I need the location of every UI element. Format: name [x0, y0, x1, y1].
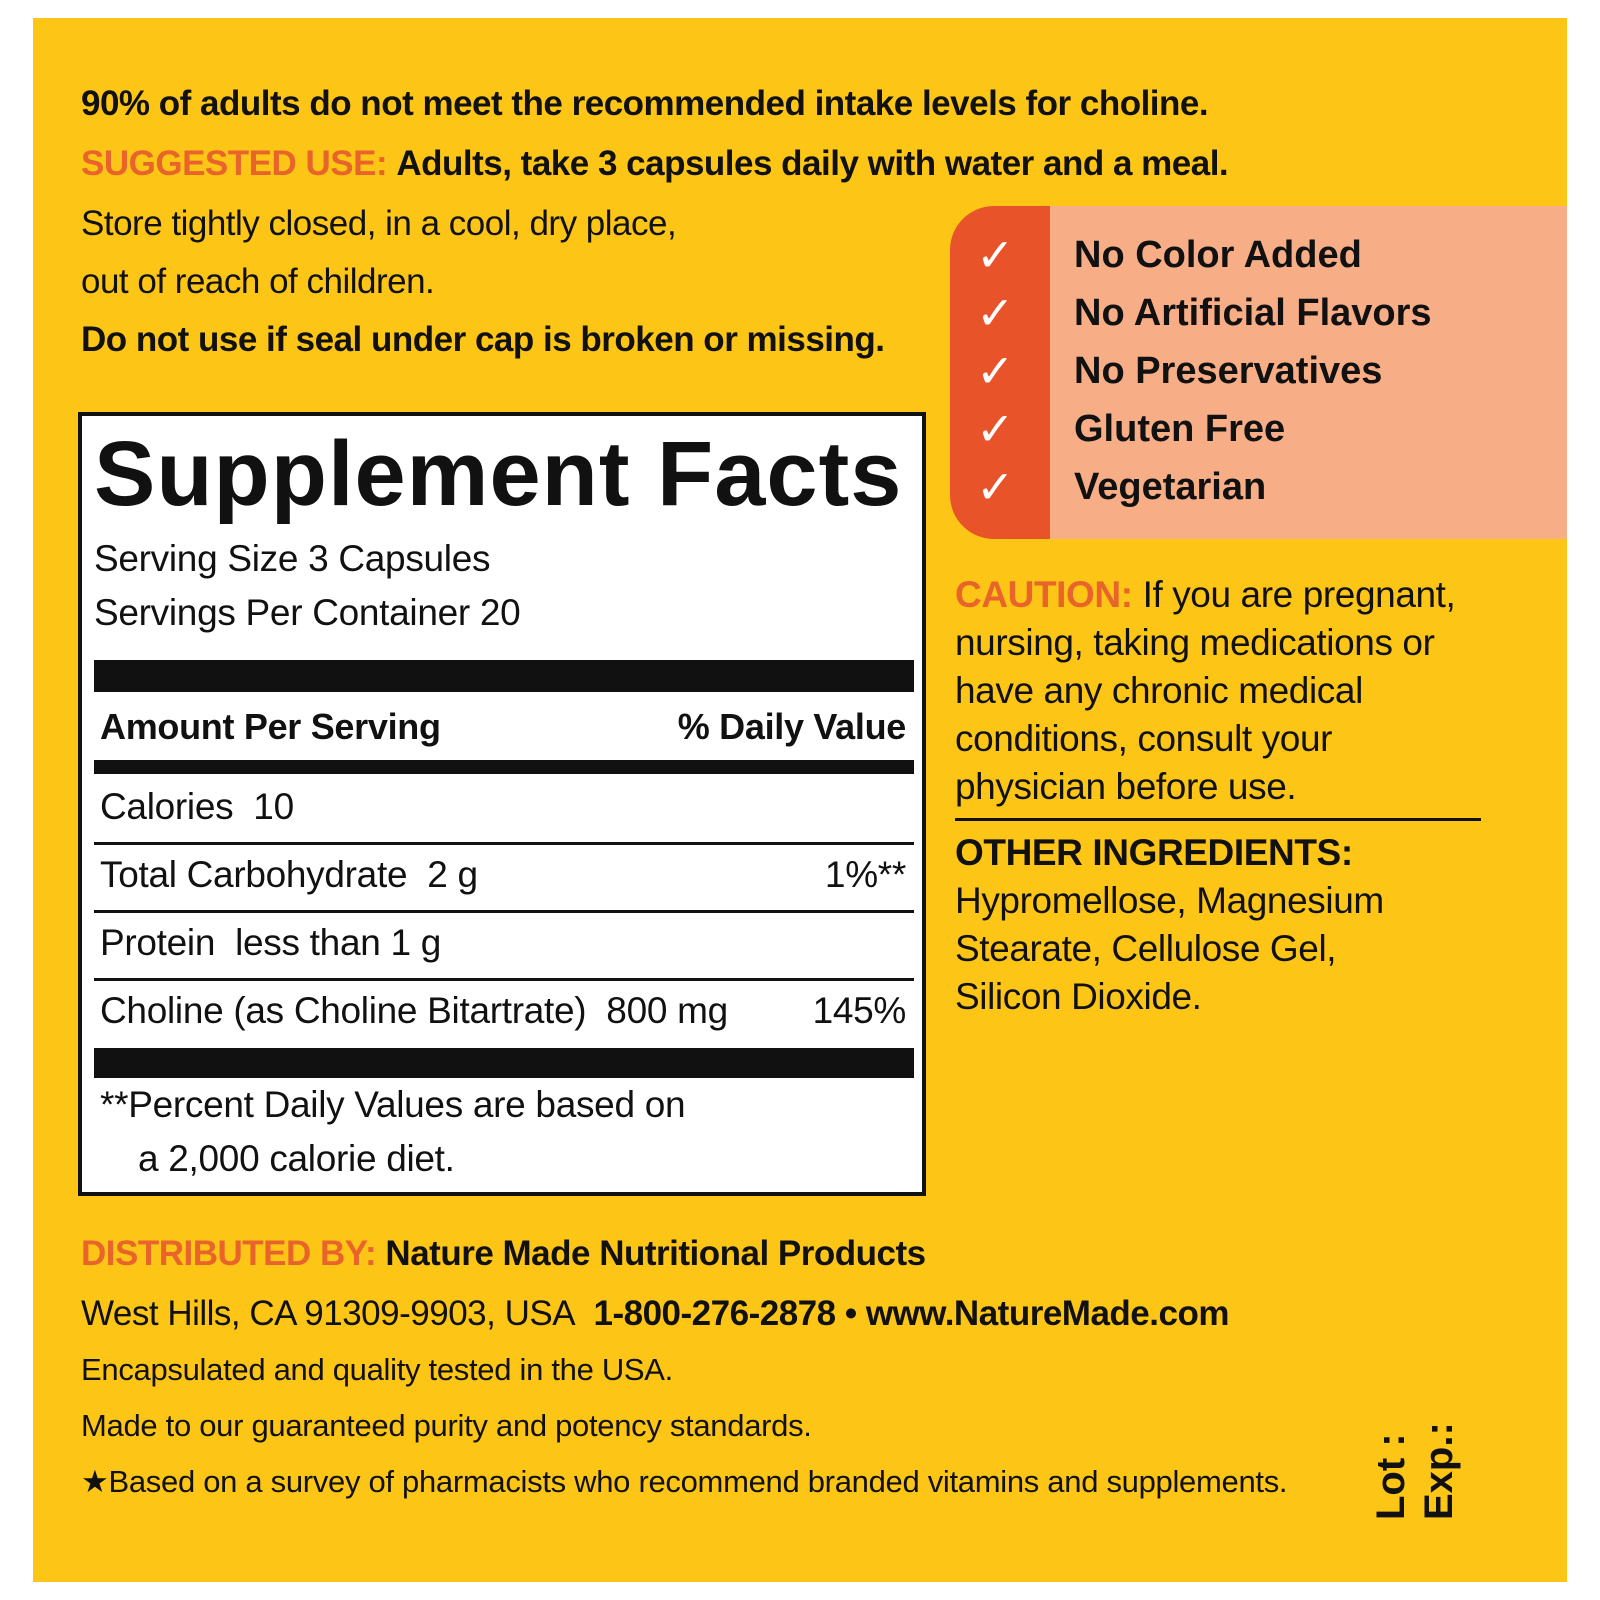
- lot-exp-area: [1355, 1418, 1465, 1528]
- nutrient-name: Calories: [100, 786, 234, 827]
- check-icon: ✓: [976, 229, 1015, 281]
- caution-line-2: nursing, taking medications or: [955, 622, 1435, 663]
- nutrient-name: Total Carbohydrate: [100, 854, 408, 895]
- amount-per-serving-header: Amount Per Serving: [100, 706, 441, 747]
- exp-label: Exp.:: [1417, 1422, 1461, 1520]
- nutrient-amount: less than 1 g: [235, 922, 442, 963]
- row-divider: [94, 978, 914, 981]
- thick-divider: [94, 1048, 914, 1078]
- daily-value-header: % Daily Value: [677, 706, 906, 747]
- supplement-facts-panel: [78, 412, 926, 1196]
- ingredients-line-3: Silicon Dioxide.: [955, 976, 1202, 1017]
- caution-divider: [955, 818, 1481, 821]
- survey-note: ★Based on a survey of pharmacists who recommend branded vitamins and supplements.: [81, 1464, 1288, 1499]
- badge-item-no-color: No Color Added: [1074, 234, 1362, 276]
- caution-line-1: [955, 574, 1455, 616]
- lot-label: Lot :: [1369, 1433, 1413, 1520]
- caution-text: If you are pregnant,: [1142, 574, 1456, 615]
- row-divider: [94, 910, 914, 913]
- nutrient-amount: 800 mg: [606, 990, 728, 1031]
- nutrient-daily-value: 1%**: [824, 854, 906, 895]
- distributor-label: DISTRIBUTED BY:: [81, 1234, 377, 1273]
- check-icon: ✓: [976, 287, 1015, 339]
- footnote-line-1: **Percent Daily Values are based on: [100, 1084, 686, 1125]
- table-row: [100, 990, 728, 1032]
- medium-divider: [94, 760, 914, 774]
- intake-note: 90% of adults do not meet the recommended intake levels for choline.: [81, 84, 1209, 123]
- purity-note: Made to our guaranteed purity and potency standards.: [81, 1408, 812, 1443]
- free-from-badge: [950, 206, 1567, 539]
- table-row: [100, 854, 478, 896]
- storage-line-2: out of reach of children.: [81, 262, 435, 301]
- ingredients-line-1: Hypromellose, Magnesium: [955, 880, 1384, 921]
- check-icon: ✓: [976, 461, 1015, 513]
- badge-check-strip: [950, 206, 1050, 539]
- contact-line: [81, 1294, 1229, 1334]
- quality-note: Encapsulated and quality tested in the USA.: [81, 1352, 673, 1387]
- thick-divider: [94, 660, 914, 692]
- row-divider: [94, 842, 914, 845]
- product-label: [33, 18, 1567, 1582]
- suggested-use-text: Adults, take 3 capsules daily with water and a meal.: [396, 144, 1229, 183]
- nutrient-amount: 2 g: [427, 854, 478, 895]
- distributor-line: [81, 1234, 926, 1274]
- table-row: [100, 786, 294, 828]
- caution-label: CAUTION:: [955, 574, 1133, 615]
- bullet-separator: •: [844, 1294, 857, 1333]
- storage-line-1: Store tightly closed, in a cool, dry place,: [81, 204, 677, 243]
- suggested-use-label: SUGGESTED USE:: [81, 144, 388, 183]
- caution-line-5: physician before use.: [955, 766, 1297, 807]
- nutrient-name: Choline (as Choline Bitartrate): [100, 990, 587, 1031]
- seal-warning: Do not use if seal under cap is broken or missing.: [81, 320, 885, 359]
- caution-line-3: have any chronic medical: [955, 670, 1363, 711]
- check-icon: ✓: [976, 403, 1015, 455]
- supplement-facts-title: Supplement Facts: [94, 423, 903, 525]
- nutrient-name: Protein: [100, 922, 216, 963]
- suggested-use: [81, 144, 1228, 184]
- serving-size: Serving Size 3 Capsules: [94, 538, 491, 579]
- table-row: [100, 922, 441, 964]
- badge-item-gluten-free: Gluten Free: [1074, 408, 1286, 450]
- distributor-address: West Hills, CA 91309-9903, USA: [81, 1294, 576, 1333]
- badge-item-no-preservatives: No Preservatives: [1074, 350, 1383, 392]
- other-ingredients-label: OTHER INGREDIENTS:: [955, 832, 1353, 873]
- servings-per-container: Servings Per Container 20: [94, 592, 521, 633]
- footnote-line-2: a 2,000 calorie diet.: [138, 1138, 455, 1179]
- badge-item-no-artificial-flavors: No Artificial Flavors: [1074, 292, 1432, 334]
- distributor-phone: 1-800-276-2878: [593, 1294, 836, 1333]
- caution-line-4: conditions, consult your: [955, 718, 1333, 759]
- nutrient-daily-value: 145%: [812, 990, 906, 1031]
- distributor-name: Nature Made Nutritional Products: [385, 1234, 926, 1273]
- check-icon: ✓: [976, 345, 1015, 397]
- ingredients-line-2: Stearate, Cellulose Gel,: [955, 928, 1337, 969]
- badge-item-vegetarian: Vegetarian: [1074, 466, 1267, 508]
- distributor-website: www.NatureMade.com: [865, 1294, 1229, 1333]
- nutrient-amount: 10: [253, 786, 294, 827]
